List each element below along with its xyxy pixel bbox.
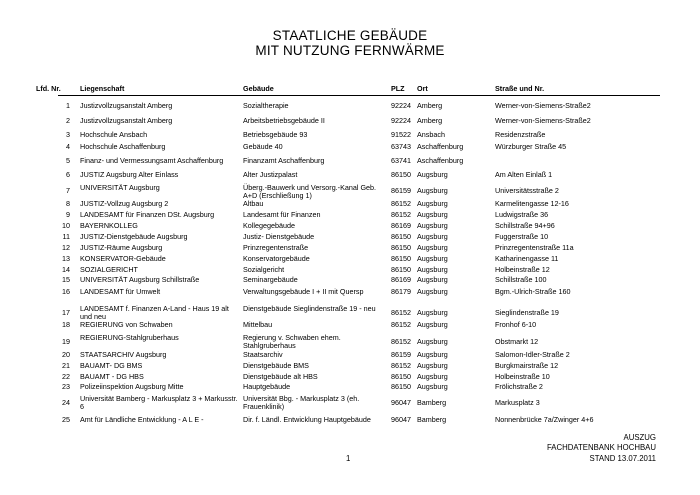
row-liegenschaft: Justizvollzugsanstalt Amberg [80, 116, 173, 125]
row-liegenschaft: Universität Bamberg - Markusplatz 3 + Markusstr. 6 [80, 394, 238, 412]
row-plz: 86169 [391, 221, 411, 230]
row-liegenschaft: SOZIALGERICHT [80, 265, 138, 274]
row-strasse: Prinzregentenstraße 11a [495, 243, 574, 252]
row-liegenschaft: Finanz- und Vermessungsamt Aschaffenburg [80, 156, 224, 165]
row-gebaeude: Dienstgebäude alt HBS [243, 372, 318, 381]
table-row [0, 383, 700, 392]
row-liegenschaft: REGIERUNG von Schwaben [80, 320, 173, 329]
row-ort: Augsburg [417, 308, 448, 317]
table-row [0, 276, 700, 285]
row-liegenschaft: STAATSARCHIV Augsburg [80, 350, 167, 359]
row-liegenschaft: LANDESAMT f. Finanzen A-Land - Haus 19 alt und neu [80, 304, 229, 322]
footer-date: STAND 13.07.2011 [589, 454, 656, 463]
row-nr: 15 [62, 275, 70, 284]
row-gebaeude: Betriebsgebäude 93 [243, 130, 308, 139]
row-plz: 63741 [391, 156, 411, 165]
page-number: 1 [346, 454, 351, 463]
row-ort: Augsburg [417, 337, 448, 346]
column-header-liegenschaft: Liegenschaft [80, 84, 125, 93]
row-ort: Augsburg [417, 320, 448, 329]
row-ort: Amberg [417, 116, 443, 125]
row-liegenschaft: UNIVERSITÄT Augsburg [80, 183, 160, 192]
row-plz: 96047 [391, 398, 411, 407]
table-row [0, 131, 700, 140]
row-strasse: Residenzstraße [495, 130, 546, 139]
row-liegenschaft: JUSTIZ-Räume Augsburg [80, 243, 163, 252]
row-plz: 86152 [391, 320, 411, 329]
column-header-strasse: Straße und Nr. [495, 84, 545, 93]
row-nr: 9 [66, 210, 70, 219]
row-plz: 63743 [391, 142, 411, 151]
table-row [0, 233, 700, 242]
table-row [0, 334, 700, 350]
table-row [0, 156, 700, 166]
row-plz: 91522 [391, 130, 411, 139]
row-liegenschaft: Justizvollzugsanstalt Amberg [80, 101, 173, 110]
row-gebaeude: Universität Bbg. - Markusplatz 3 (eh. Frauenklinik) [243, 394, 360, 412]
table-row [0, 395, 700, 411]
column-header-gebaeude: Gebäude [243, 84, 274, 93]
row-plz: 86152 [391, 308, 411, 317]
row-ort: Augsburg [417, 221, 448, 230]
row-nr: 12 [62, 243, 70, 252]
row-nr: 13 [62, 254, 70, 263]
row-plz: 86169 [391, 275, 411, 284]
row-plz: 86150 [391, 170, 411, 179]
row-plz: 86152 [391, 361, 411, 370]
row-gebaeude: Verwaltungsgebäude I + II mit Quersp [243, 288, 364, 296]
row-ort: Augsburg [417, 170, 448, 179]
row-strasse: Holbeinstraße 10 [495, 372, 550, 381]
row-liegenschaft: Hochschule Aschaffenburg [80, 142, 166, 151]
row-strasse: Markusplatz 3 [495, 398, 540, 407]
row-liegenschaft: Polizeiinspektion Augsburg Mitte [80, 382, 184, 391]
row-strasse: Katharinengasse 11 [495, 254, 559, 263]
table-row [0, 416, 700, 425]
row-gebaeude: Regierung v. Schwaben ehem. Stahlgruberhaus [243, 333, 341, 351]
row-liegenschaft: REGIERUNG-Stahlgruberhaus [80, 333, 179, 342]
row-strasse: Universitätsstraße 2 [495, 186, 559, 195]
row-plz: 86150 [391, 243, 411, 252]
row-plz: 86150 [391, 254, 411, 263]
row-nr: 6 [66, 170, 70, 179]
table-row [0, 183, 700, 201]
row-ort: Augsburg [417, 210, 448, 219]
column-header-ort: Ort [417, 84, 428, 93]
row-strasse: Werner-von-Siemens-Straße2 [495, 101, 591, 110]
row-strasse: Fuggerstraße 10 [495, 232, 549, 241]
row-gebaeude: Mittelbau [243, 320, 273, 329]
row-gebaeude: Arbeitsbetriebsgebäude II [243, 116, 325, 125]
row-ort: Augsburg [417, 350, 448, 359]
row-ort: Ansbach [417, 130, 445, 139]
row-ort: Augsburg [417, 361, 448, 370]
table-row [0, 321, 700, 330]
table-row [0, 362, 700, 371]
row-ort: Augsburg [417, 254, 448, 263]
row-strasse: Werner-von-Siemens-Straße2 [495, 116, 591, 125]
row-ort: Aschaffenburg [417, 142, 464, 151]
table-row [0, 244, 700, 253]
row-ort: Augsburg [417, 199, 448, 208]
row-plz: 86150 [391, 265, 411, 274]
row-nr: 1 [66, 101, 70, 110]
row-nr: 23 [62, 382, 70, 391]
row-ort: Amberg [417, 101, 443, 110]
row-strasse: Nonnenbrücke 7a/Zwinger 4+6 [495, 415, 594, 424]
row-nr: 10 [62, 221, 70, 230]
row-liegenschaft: Amt für Ländliche Entwicklung - A L E - [80, 415, 204, 424]
row-ort: Augsburg [417, 186, 448, 195]
row-gebaeude: Sozialgericht [243, 265, 285, 274]
row-nr: 3 [66, 130, 70, 139]
row-gebaeude: Alter Justizpalast [243, 170, 298, 179]
row-gebaeude: Finanzamt Aschaffenburg [243, 156, 325, 165]
row-plz: 92224 [391, 101, 411, 110]
row-ort: Augsburg [417, 265, 448, 274]
row-plz: 86150 [391, 232, 411, 241]
row-plz: 86150 [391, 372, 411, 381]
row-nr: 16 [62, 287, 70, 296]
row-nr: 22 [62, 372, 70, 381]
row-nr: 14 [62, 265, 70, 274]
row-gebaeude: Dir. f. Ländl. Entwicklung Hauptgebäude [243, 415, 371, 424]
row-ort: Aschaffenburg [417, 156, 464, 165]
row-strasse: Ludwigstraße 36 [495, 210, 549, 219]
row-strasse: Fronhof 6-10 [495, 320, 537, 329]
row-nr: 18 [62, 320, 70, 329]
row-liegenschaft: LANDESAMT für Umwelt [80, 287, 161, 296]
row-liegenschaft: BAUAMT- DG BMS [80, 361, 143, 370]
row-nr: 19 [62, 337, 70, 346]
row-gebaeude: Gebäude 40 [243, 142, 283, 151]
row-gebaeude: Landesamt für Finanzen [243, 210, 321, 219]
page-title: STAATLICHE GEBÄUDE [272, 28, 428, 43]
header-rule [58, 95, 660, 96]
row-ort: Augsburg [417, 275, 448, 284]
row-liegenschaft: BAYERNKOLLEG [80, 221, 138, 230]
row-nr: 2 [66, 116, 70, 125]
row-ort: Augsburg [417, 232, 448, 241]
table-row [0, 171, 700, 180]
page-subtitle: MIT NUTZUNG FERNWÄRME [255, 43, 445, 58]
row-gebaeude: Konservatorgebäude [243, 254, 310, 263]
row-gebaeude: Überg.-Bauwerk und Versorg.-Kanal Geb. A+D (Erschließung 1) [243, 183, 377, 201]
table-row [0, 143, 700, 152]
row-ort: Augsburg [417, 372, 448, 381]
row-gebaeude: Dienstgebäude BMS [243, 361, 309, 370]
row-nr: 21 [62, 361, 70, 370]
row-plz: 86159 [391, 350, 411, 359]
table-row [0, 305, 700, 321]
row-strasse: Salomon-Idler-Straße 2 [495, 350, 570, 359]
footer-auszug: AUSZUG [623, 433, 656, 442]
row-plz: 96047 [391, 415, 411, 424]
row-plz: 86159 [391, 186, 411, 195]
row-plz: 86152 [391, 337, 411, 346]
table-row [0, 200, 700, 209]
row-nr: 7 [66, 186, 70, 195]
row-gebaeude: Altbau [243, 199, 264, 208]
table-row [0, 373, 700, 382]
row-liegenschaft: JUSTIZ-Vollzug Augsburg 2 [80, 199, 169, 208]
row-strasse: Schillstraße 100 [495, 275, 547, 284]
row-nr: 24 [62, 398, 70, 407]
row-liegenschaft: UNIVERSITÄT Augsburg Schillstraße [80, 275, 200, 284]
row-nr: 20 [62, 350, 70, 359]
row-strasse: Holbeinstraße 12 [495, 265, 550, 274]
row-plz: 86152 [391, 199, 411, 208]
row-liegenschaft: JUSTIZ Augsburg Alter Einlass [80, 170, 179, 179]
row-plz: 92224 [391, 116, 411, 125]
row-liegenschaft: JUSTIZ-Dienstgebäude Augsburg [80, 232, 188, 241]
row-ort: Bamberg [417, 415, 447, 424]
row-strasse: Bgm.-Ulrich-Straße 160 [495, 287, 571, 296]
row-nr: 8 [66, 199, 70, 208]
table-row [0, 255, 700, 264]
row-gebaeude: Staatsarchiv [243, 350, 283, 359]
row-strasse: Obstmarkt 12 [495, 337, 539, 346]
table-row [0, 288, 700, 297]
row-gebaeude: Justiz- Dienstgebäude [243, 232, 315, 241]
row-gebaeude: Kollegegebäude [243, 221, 295, 230]
column-header-nr: Lfd. Nr. [36, 84, 61, 93]
row-ort: Augsburg [417, 382, 448, 391]
column-header-plz: PLZ [391, 84, 405, 93]
table-row [0, 101, 700, 111]
row-strasse: Am Alten Einlaß 1 [495, 170, 553, 179]
row-liegenschaft: KONSERVATOR-Gebäude [80, 254, 166, 263]
row-liegenschaft: LANDESAMT für Finanzen DSt. Augsburg [80, 210, 215, 219]
row-plz: 86152 [391, 210, 411, 219]
row-liegenschaft: BAUAMT - DG HBS [80, 372, 144, 381]
table-row [0, 351, 700, 360]
footer-source: FACHDATENBANK HOCHBAU [546, 443, 656, 452]
table-row [0, 266, 700, 275]
row-strasse: Würzburger Straße 45 [495, 142, 567, 151]
row-liegenschaft: Hochschule Ansbach [80, 130, 148, 139]
row-plz: 86150 [391, 382, 411, 391]
row-gebaeude: Prinzregentenstraße [243, 243, 309, 252]
row-nr: 25 [62, 415, 70, 424]
row-strasse: Frölichstraße 2 [495, 382, 543, 391]
table-row [0, 211, 700, 220]
table-row [0, 222, 700, 231]
row-gebaeude: Seminargebäude [243, 275, 298, 284]
row-ort: Augsburg [417, 287, 448, 296]
row-strasse: Karmelitengasse 12-16 [495, 199, 569, 208]
row-strasse: Burgkmairstraße 12 [495, 361, 559, 370]
row-gebaeude: Dienstgebäude Sieglindenstraße 19 - neu [243, 304, 376, 313]
row-nr: 5 [66, 156, 70, 165]
row-nr: 17 [62, 308, 70, 317]
row-nr: 4 [66, 142, 70, 151]
row-ort: Augsburg [417, 243, 448, 252]
table-row [0, 116, 700, 126]
row-nr: 11 [62, 232, 70, 241]
row-strasse: Schillstraße 94+96 [495, 221, 555, 230]
row-ort: Bamberg [417, 398, 447, 407]
row-plz: 86179 [391, 287, 411, 296]
row-gebaeude: Hauptgebäude [243, 382, 291, 391]
row-strasse: Sieglindenstraße 19 [495, 308, 559, 317]
row-gebaeude: Sozialtherapie [243, 101, 289, 110]
